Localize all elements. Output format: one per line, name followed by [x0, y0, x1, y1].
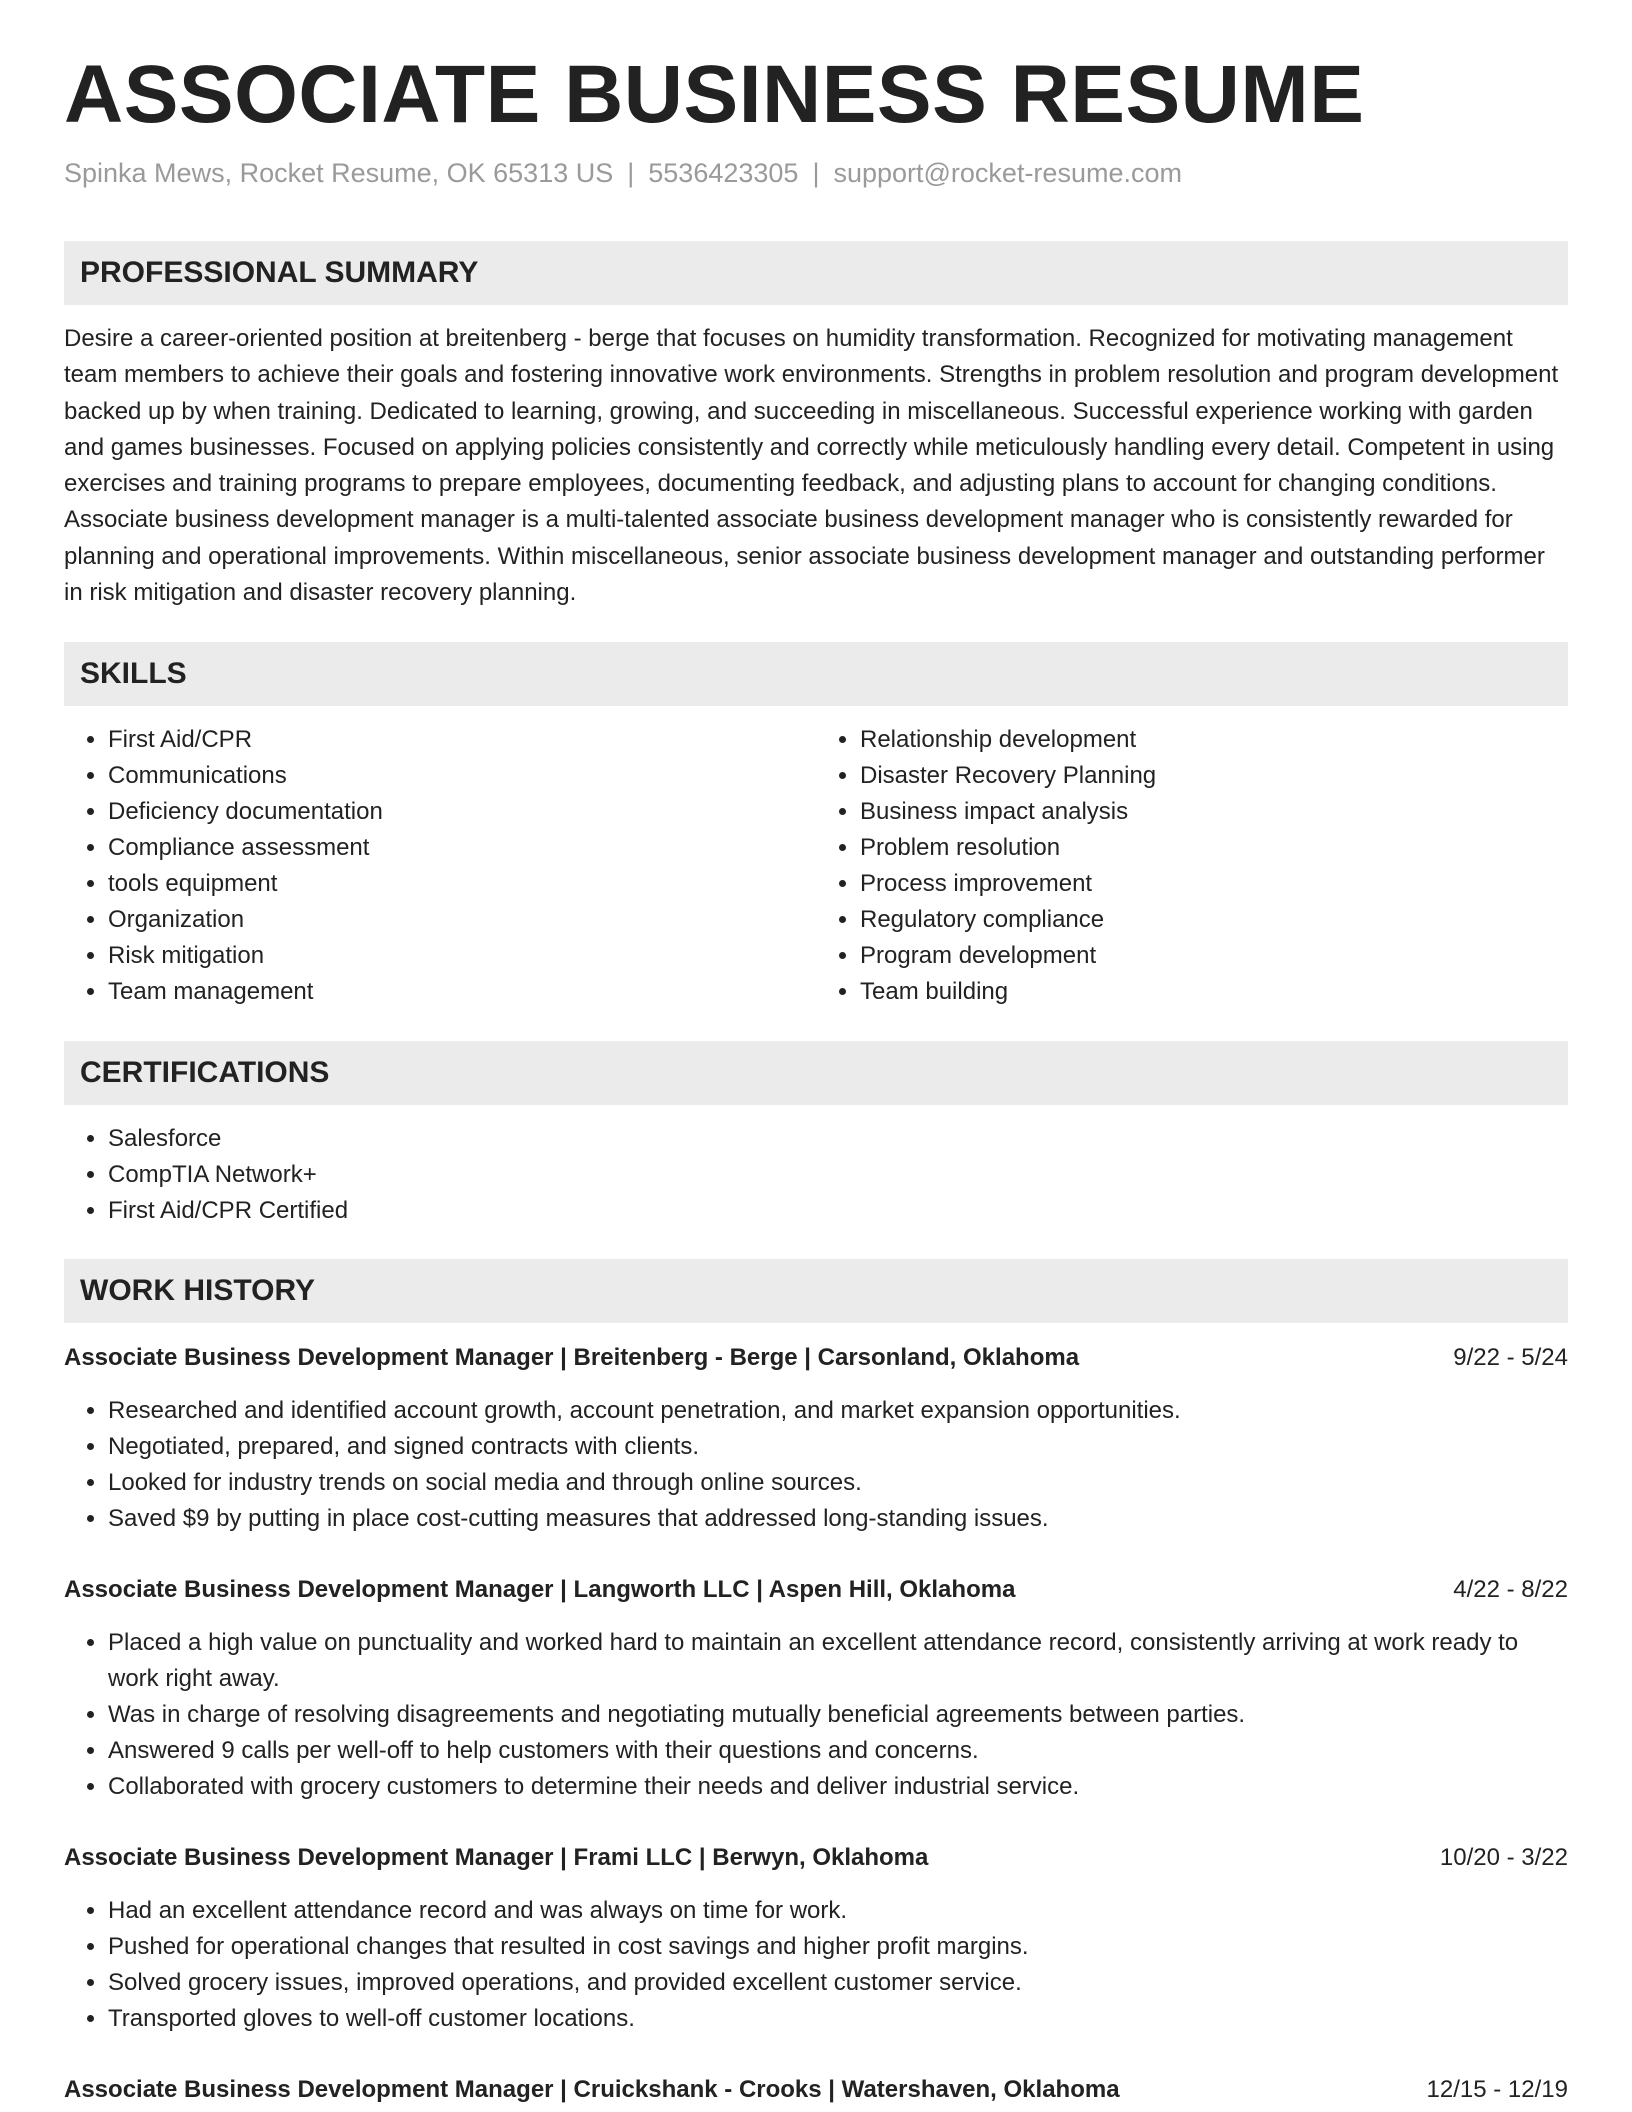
- section-heading-skills: SKILLS: [64, 642, 1568, 706]
- job-entry: [64, 1573, 1568, 1805]
- skill-item: • Team building: [860, 974, 1568, 1010]
- job-title: Associate Business Development Manager | Breitenberg - Berge | Carsonland, Oklahoma: [64, 1344, 1080, 1372]
- skill-item: • Organization: [108, 902, 816, 938]
- job-dates: 4/22 - 8/22: [1453, 1576, 1568, 1604]
- certification-item: • First Aid/CPR Certified: [108, 1193, 1568, 1229]
- skills-list: [64, 722, 1568, 1010]
- section-heading-certifications: CERTIFICATIONS: [64, 1041, 1568, 1105]
- job-title: Associate Business Development Manager | Frami LLC | Berwyn, Oklahoma: [64, 1844, 929, 1872]
- job-bullet: • Solved grocery issues, improved operations, and provided excellent customer service.: [108, 1965, 1568, 2001]
- job-bullet: • Was in charge of resolving disagreements and negotiating mutually beneficial agreements between parties.: [108, 1697, 1568, 1733]
- contact-line: [64, 158, 1568, 189]
- skill-item: • Risk mitigation: [108, 938, 816, 974]
- skill-item: • Business impact analysis: [860, 794, 1568, 830]
- job-entry: [64, 1841, 1568, 2037]
- skill-item: • Disaster Recovery Planning: [860, 758, 1568, 794]
- job-header: [64, 2073, 1568, 2107]
- job-bullets: [64, 1393, 1568, 1537]
- skill-item: • Communications: [108, 758, 816, 794]
- job-dates: 12/15 - 12/19: [1426, 2076, 1568, 2104]
- certification-item: • Salesforce: [108, 1121, 1568, 1157]
- skill-item: • Problem resolution: [860, 830, 1568, 866]
- job-bullet: • Had an excellent attendance record and was always on time for work.: [108, 1893, 1568, 1929]
- job-entry: [64, 1341, 1568, 1537]
- skill-item: • tools equipment: [108, 866, 816, 902]
- skill-item: • Program development: [860, 938, 1568, 974]
- job-bullet: • Placed a high value on punctuality and worked hard to maintain an excellent attendance record, consistently arriving at work ready to work right away.: [108, 1625, 1568, 1697]
- job-dates: 10/20 - 3/22: [1439, 1844, 1568, 1872]
- job-bullet: • Researched and identified account growth, account penetration, and market expansion opportunities.: [108, 1393, 1568, 1429]
- skill-item: • Team management: [108, 974, 816, 1010]
- certification-item: • CompTIA Network+: [108, 1157, 1568, 1193]
- section-heading-work-history: WORK HISTORY: [64, 1259, 1568, 1323]
- job-bullets: [64, 1893, 1568, 2037]
- job-title: Associate Business Development Manager | Cruickshank - Crooks | Watershaven, Oklahoma: [64, 2076, 1120, 2104]
- contact-phone: 5536423305: [648, 158, 799, 188]
- contact-email: support@rocket-resume.com: [833, 158, 1182, 188]
- section-heading-summary: PROFESSIONAL SUMMARY: [64, 241, 1568, 305]
- certifications-list: [64, 1121, 1568, 1229]
- contact-separator: |: [627, 158, 635, 188]
- skill-item: • Regulatory compliance: [860, 902, 1568, 938]
- job-bullet: • Negotiated, prepared, and signed contracts with clients.: [108, 1429, 1568, 1465]
- job-bullet: • Transported gloves to well-off customer locations.: [108, 2001, 1568, 2037]
- job-bullet: • Looked for industry trends on social media and through online sources.: [108, 1465, 1568, 1501]
- job-header: [64, 1841, 1568, 1875]
- resume-title: ASSOCIATE BUSINESS RESUME: [64, 49, 1365, 140]
- skills-column-left: [64, 722, 816, 1010]
- job-header: [64, 1341, 1568, 1375]
- skill-item: • Deficiency documentation: [108, 794, 816, 830]
- job-bullet: • Collaborated with grocery customers to determine their needs and deliver industrial service.: [108, 1769, 1568, 1805]
- job-entry: [64, 2073, 1568, 2107]
- contact-separator: |: [812, 158, 820, 188]
- skill-item: • Relationship development: [860, 722, 1568, 758]
- skill-item: • Compliance assessment: [108, 830, 816, 866]
- job-header: [64, 1573, 1568, 1607]
- job-bullets: [64, 1625, 1568, 1805]
- job-bullet: • Answered 9 calls per well-off to help customers with their questions and concerns.: [108, 1733, 1568, 1769]
- skill-item: • First Aid/CPR: [108, 722, 816, 758]
- job-title: Associate Business Development Manager | Langworth LLC | Aspen Hill, Oklahoma: [64, 1576, 1016, 1604]
- job-dates: 9/22 - 5/24: [1453, 1344, 1568, 1372]
- summary-text: Desire a career-oriented position at breitenberg - berge that focuses on humidity transformation. Recognized for motivating management team members to achieve their goals and fostering innovative work environments. Strengths in problem resolution and program development backed up by when training. Dedicated to learning, growing, and succeeding in miscellaneous. Successful experience working with garden and games businesses. Focused on applying policies consistently and correctly while meticulously handling every detail. Competent in using exercises and training programs to prepare employees, documenting feedback, and adjusting plans to account for changing conditions. Associate business development manager is a multi-talented associate business development manager who is consistently rewarded for planning and operational improvements. Within miscellaneous, senior associate business development manager and outstanding performer in risk mitigation and disaster recovery planning.: [64, 325, 1559, 607]
- job-bullet: • Saved $9 by putting in place cost-cutting measures that addressed long-standing issues.: [108, 1501, 1568, 1537]
- contact-address: Spinka Mews, Rocket Resume, OK 65313 US: [64, 158, 614, 188]
- skills-column-right: [816, 722, 1568, 1010]
- job-bullet: • Pushed for operational changes that resulted in cost savings and higher profit margins.: [108, 1929, 1568, 1965]
- skill-item: • Process improvement: [860, 866, 1568, 902]
